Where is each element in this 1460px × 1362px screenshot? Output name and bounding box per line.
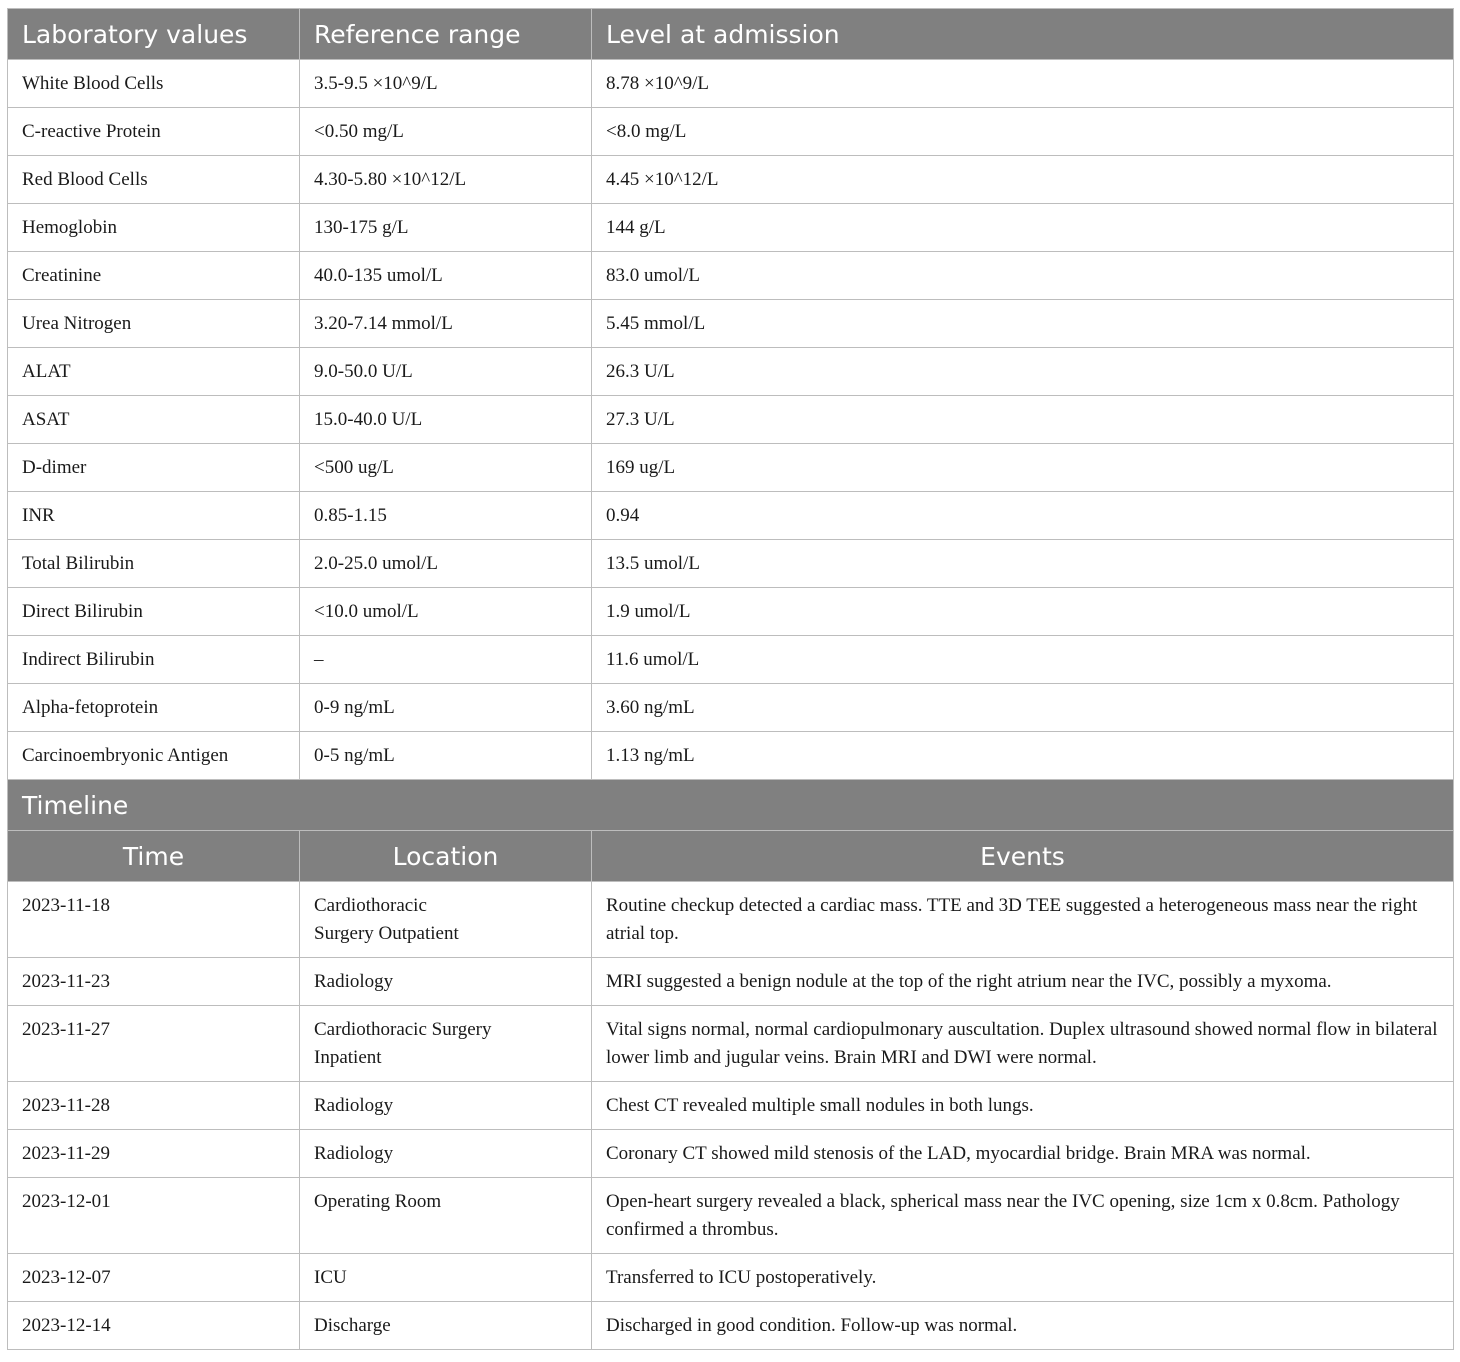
lab-and-timeline-table bbox=[7, 8, 1454, 1350]
lab-reference-cell: 3.20-7.14 mmol/L bbox=[300, 300, 592, 348]
timeline-time-cell: 2023-11-29 bbox=[8, 1130, 300, 1178]
lab-admission-cell: 13.5 umol/L bbox=[592, 540, 1454, 588]
lab-reference-cell: 9.0-50.0 U/L bbox=[300, 348, 592, 396]
lab-row bbox=[8, 540, 1454, 588]
timeline-header-location: Location bbox=[300, 831, 592, 882]
lab-name-cell: Red Blood Cells bbox=[8, 156, 300, 204]
lab-row bbox=[8, 156, 1454, 204]
lab-reference-cell: 0.85-1.15 bbox=[300, 492, 592, 540]
lab-row bbox=[8, 588, 1454, 636]
lab-name-cell: Total Bilirubin bbox=[8, 540, 300, 588]
timeline-row bbox=[8, 958, 1454, 1006]
lab-name-cell: D-dimer bbox=[8, 444, 300, 492]
lab-reference-cell: 2.0-25.0 umol/L bbox=[300, 540, 592, 588]
lab-admission-cell: 27.3 U/L bbox=[592, 396, 1454, 444]
lab-reference-cell: 40.0-135 umol/L bbox=[300, 252, 592, 300]
timeline-table-body bbox=[8, 882, 1454, 1350]
timeline-location-cell: Operating Room bbox=[300, 1178, 592, 1254]
timeline-event-cell: Routine checkup detected a cardiac mass. TTE and 3D TEE suggested a heterogeneous mass near the right atrial top. bbox=[592, 882, 1454, 958]
timeline-event-cell: Vital signs normal, normal cardiopulmonary auscultation. Duplex ultrasound showed normal flow in bilateral lower limb and jugular veins. Brain MRI and DWI were normal. bbox=[592, 1006, 1454, 1082]
lab-header-row bbox=[8, 9, 1454, 60]
lab-name-cell: Direct Bilirubin bbox=[8, 588, 300, 636]
lab-name-cell: INR bbox=[8, 492, 300, 540]
lab-name-cell: Carcinoembryonic Antigen bbox=[8, 732, 300, 780]
lab-admission-cell: 11.6 umol/L bbox=[592, 636, 1454, 684]
lab-admission-cell: 8.78 ×10^9/L bbox=[592, 60, 1454, 108]
lab-name-cell: ASAT bbox=[8, 396, 300, 444]
timeline-time-cell: 2023-11-18 bbox=[8, 882, 300, 958]
timeline-event-cell: Chest CT revealed multiple small nodules in both lungs. bbox=[592, 1082, 1454, 1130]
timeline-title: Timeline bbox=[8, 780, 1454, 831]
lab-row bbox=[8, 60, 1454, 108]
lab-row bbox=[8, 108, 1454, 156]
timeline-location-cell: Radiology bbox=[300, 1082, 592, 1130]
lab-admission-cell: 83.0 umol/L bbox=[592, 252, 1454, 300]
timeline-header-events: Events bbox=[592, 831, 1454, 882]
lab-row bbox=[8, 732, 1454, 780]
timeline-header-row bbox=[8, 831, 1454, 882]
lab-name-cell: White Blood Cells bbox=[8, 60, 300, 108]
lab-name-cell: Creatinine bbox=[8, 252, 300, 300]
lab-admission-cell: 0.94 bbox=[592, 492, 1454, 540]
timeline-time-cell: 2023-12-14 bbox=[8, 1302, 300, 1350]
lab-reference-cell: 3.5-9.5 ×10^9/L bbox=[300, 60, 592, 108]
lab-row bbox=[8, 636, 1454, 684]
lab-header-reference: Reference range bbox=[300, 9, 592, 60]
lab-row bbox=[8, 204, 1454, 252]
timeline-header-time: Time bbox=[8, 831, 300, 882]
timeline-location-cell: Cardiothoracic Surgery Inpatient bbox=[300, 1006, 592, 1082]
timeline-location-cell: Radiology bbox=[300, 958, 592, 1006]
lab-table-body bbox=[8, 60, 1454, 780]
lab-admission-cell: <8.0 mg/L bbox=[592, 108, 1454, 156]
lab-name-cell: Alpha-fetoprotein bbox=[8, 684, 300, 732]
lab-reference-cell: 130-175 g/L bbox=[300, 204, 592, 252]
timeline-location-cell: Discharge bbox=[300, 1302, 592, 1350]
lab-name-cell: Hemoglobin bbox=[8, 204, 300, 252]
document-page bbox=[7, 8, 1453, 1350]
lab-row bbox=[8, 252, 1454, 300]
lab-admission-cell: 26.3 U/L bbox=[592, 348, 1454, 396]
timeline-event-cell: Transferred to ICU postoperatively. bbox=[592, 1254, 1454, 1302]
lab-name-cell: ALAT bbox=[8, 348, 300, 396]
timeline-time-cell: 2023-11-28 bbox=[8, 1082, 300, 1130]
timeline-row bbox=[8, 882, 1454, 958]
lab-admission-cell: 1.9 umol/L bbox=[592, 588, 1454, 636]
timeline-event-cell: MRI suggested a benign nodule at the top of the right atrium near the IVC, possibly a myxoma. bbox=[592, 958, 1454, 1006]
timeline-location-cell: ICU bbox=[300, 1254, 592, 1302]
timeline-row bbox=[8, 1082, 1454, 1130]
timeline-time-cell: 2023-12-01 bbox=[8, 1178, 300, 1254]
timeline-location-cell: Cardiothoracic Surgery Outpatient bbox=[300, 882, 592, 958]
timeline-row bbox=[8, 1130, 1454, 1178]
lab-row bbox=[8, 492, 1454, 540]
timeline-row bbox=[8, 1302, 1454, 1350]
lab-reference-cell: 4.30-5.80 ×10^12/L bbox=[300, 156, 592, 204]
lab-name-cell: Urea Nitrogen bbox=[8, 300, 300, 348]
lab-name-cell: C-reactive Protein bbox=[8, 108, 300, 156]
lab-row bbox=[8, 300, 1454, 348]
timeline-row bbox=[8, 1006, 1454, 1082]
timeline-time-cell: 2023-11-27 bbox=[8, 1006, 300, 1082]
timeline-event-cell: Coronary CT showed mild stenosis of the LAD, myocardial bridge. Brain MRA was normal. bbox=[592, 1130, 1454, 1178]
lab-reference-cell: <500 ug/L bbox=[300, 444, 592, 492]
lab-header-admission: Level at admission bbox=[592, 9, 1454, 60]
lab-row bbox=[8, 396, 1454, 444]
timeline-event-cell: Open-heart surgery revealed a black, spherical mass near the IVC opening, size 1cm x 0.8cm. Pathology confirmed a thrombus. bbox=[592, 1178, 1454, 1254]
lab-reference-cell: – bbox=[300, 636, 592, 684]
lab-admission-cell: 144 g/L bbox=[592, 204, 1454, 252]
lab-admission-cell: 3.60 ng/mL bbox=[592, 684, 1454, 732]
lab-row bbox=[8, 684, 1454, 732]
lab-row bbox=[8, 348, 1454, 396]
lab-row bbox=[8, 444, 1454, 492]
lab-reference-cell: 0-9 ng/mL bbox=[300, 684, 592, 732]
lab-admission-cell: 5.45 mmol/L bbox=[592, 300, 1454, 348]
lab-admission-cell: 1.13 ng/mL bbox=[592, 732, 1454, 780]
lab-header-values: Laboratory values bbox=[8, 9, 300, 60]
timeline-header bbox=[8, 780, 1454, 882]
timeline-time-cell: 2023-11-23 bbox=[8, 958, 300, 1006]
lab-reference-cell: 0-5 ng/mL bbox=[300, 732, 592, 780]
lab-reference-cell: 15.0-40.0 U/L bbox=[300, 396, 592, 444]
timeline-row bbox=[8, 1254, 1454, 1302]
timeline-location-cell: Radiology bbox=[300, 1130, 592, 1178]
lab-reference-cell: <10.0 umol/L bbox=[300, 588, 592, 636]
timeline-row bbox=[8, 1178, 1454, 1254]
timeline-event-cell: Discharged in good condition. Follow-up was normal. bbox=[592, 1302, 1454, 1350]
lab-admission-cell: 169 ug/L bbox=[592, 444, 1454, 492]
lab-admission-cell: 4.45 ×10^12/L bbox=[592, 156, 1454, 204]
lab-name-cell: Indirect Bilirubin bbox=[8, 636, 300, 684]
timeline-time-cell: 2023-12-07 bbox=[8, 1254, 300, 1302]
timeline-title-row bbox=[8, 780, 1454, 831]
lab-reference-cell: <0.50 mg/L bbox=[300, 108, 592, 156]
